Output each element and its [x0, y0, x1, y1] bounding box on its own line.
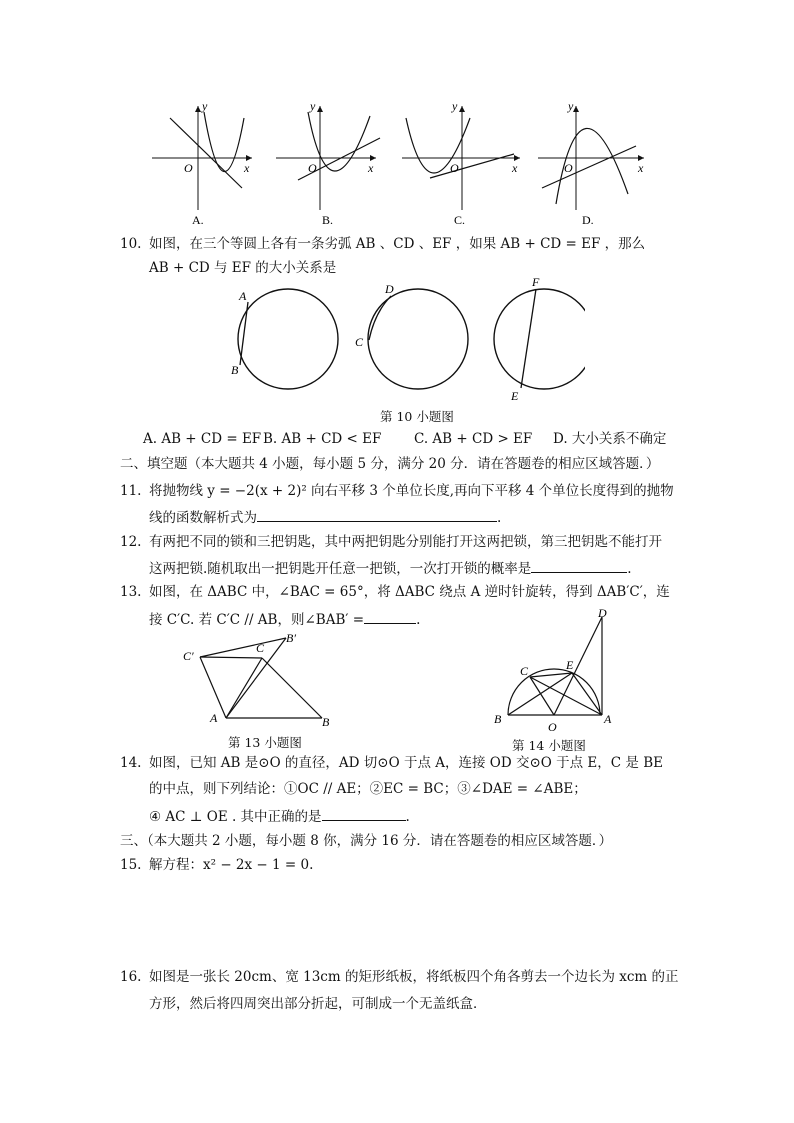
q10-line2: AB + CD 与 EF 的大小关系是	[149, 260, 337, 276]
graph-c-x-label: x	[512, 161, 518, 175]
q14-label-o: O	[548, 720, 557, 734]
q14-line1: 如图，已知 AB 是⊙O 的直径，AD 切⊙O 于点 A，连接 OD 交⊙O 于点 E，C 是 BE	[149, 755, 663, 771]
q14-label-a: A	[604, 712, 612, 726]
q10-number: 10.	[120, 236, 142, 252]
graph-d-y-label: y	[568, 99, 574, 113]
q13-figure	[180, 630, 340, 730]
q12-line2-end: .	[627, 561, 632, 577]
q10-label-d: D	[385, 282, 394, 296]
section2-heading: 二、填空题（本大题共 4 小题，每小题 5 分，满分 20 分．请在答题卷的相应区域答题．）	[120, 456, 660, 472]
graph-c	[402, 99, 520, 227]
graph-d-label: D.	[582, 213, 594, 227]
q16-number: 16.	[120, 969, 142, 985]
q10-caption: 第 10 小题图	[380, 409, 454, 424]
graph-a-y-label: y	[202, 99, 208, 113]
q10-label-e: E	[511, 389, 519, 403]
graph-c-y-label: y	[452, 99, 458, 113]
q15-number: 15.	[120, 857, 142, 873]
q13-caption: 第 13 小题图	[228, 735, 302, 750]
q10-label-f: F	[532, 275, 540, 289]
q13-label-c-prime: C′	[183, 649, 194, 663]
q14-line3-end: .	[405, 809, 410, 825]
graph-a-x-label: x	[244, 161, 250, 175]
q12-line1: 有两把不同的锁和三把钥匙，其中两把钥匙分别能打开这两把锁，第三把钥匙不能打开	[149, 534, 662, 550]
q11-line1: 将抛物线 y = −2(x + 2)² 向右平移 3 个单位长度,再向下平移 4 个单位长度得到的抛物	[149, 483, 674, 499]
graph-a-origin: O	[184, 161, 193, 175]
q11-number: 11.	[120, 483, 142, 499]
q11-line2-end: .	[497, 510, 502, 526]
q10-option-b: B. AB + CD < EF	[263, 431, 382, 447]
q12-line2	[149, 558, 632, 578]
q13-label-a: A	[210, 711, 218, 725]
q12-answer-blank[interactable]	[531, 558, 627, 573]
q10-label-a: A	[239, 289, 247, 303]
q13-line2-text: 接 C′C. 若 C′C // AB，则∠BAB′ =	[149, 612, 365, 628]
q10-label-b: B	[231, 363, 239, 377]
graph-a	[152, 99, 252, 227]
q14-line2: 的中点，则下列结论：①OC // AE；②EC = BC；③∠DAE = ∠ABE；	[149, 781, 587, 797]
q13-label-b-prime: B′	[286, 631, 296, 645]
q10-option-d: D. 大小关系不确定	[553, 431, 667, 447]
graph-b-origin: O	[308, 161, 317, 175]
q11-line2-text: 线的函数解析式为	[149, 510, 257, 526]
q10-option-a: A. AB + CD = EF	[143, 431, 262, 447]
q10-label-c: C	[355, 335, 364, 349]
q11-answer-blank[interactable]	[257, 507, 497, 522]
q16-line1: 如图是一张长 20cm、宽 13cm 的矩形纸板，将纸板四个角各剪去一个边长为 xcm 的正	[149, 969, 679, 985]
q10-line1: 如图，在三个等圆上各有一条劣弧 AB 、CD 、EF ，如果 AB + CD = EF ，那么	[149, 236, 646, 252]
q13-label-c: C	[256, 641, 265, 655]
q13-answer-blank[interactable]	[364, 609, 416, 624]
q10-option-c: C. AB + CD > EF	[414, 431, 533, 447]
graph-d-x-label: x	[638, 161, 644, 175]
q14-figure	[490, 605, 625, 737]
graph-b-x-label: x	[368, 161, 374, 175]
q12-number: 12.	[120, 534, 142, 550]
graph-b-y-label: y	[310, 99, 316, 113]
graph-d	[538, 99, 644, 227]
q16-line2: 方形，然后将四周突出部分折起，可制成一个无盖纸盒．	[149, 996, 487, 1012]
q14-label-c: C	[520, 664, 529, 678]
graph-a-label: A.	[192, 213, 204, 227]
graph-d-origin: O	[564, 161, 573, 175]
q9-graphs	[140, 98, 660, 233]
graph-c-origin: O	[450, 161, 459, 175]
q14-label-e: E	[566, 658, 574, 672]
q13-label-b: B	[322, 715, 330, 729]
section3-heading: 三、（本大题共 2 小题，每小题 8 你，满分 16 分．请在答题卷的相应区域答题．）	[120, 833, 613, 849]
q14-number: 14.	[120, 755, 142, 771]
q14-line3	[149, 806, 410, 826]
q13-line2-end: .	[416, 612, 421, 628]
q14-label-d: D	[598, 606, 607, 620]
q13-line2	[149, 609, 420, 629]
graph-c-label: C.	[454, 213, 466, 227]
q13-line1: 如图，在 ΔABC 中，∠BAC = 65°，将 ΔABC 绕点 A 逆时针旋转，得到 ΔAB′C′，连	[149, 584, 670, 600]
q10-figure	[225, 272, 585, 407]
q12-line2-text: 这两把锁.随机取出一把钥匙开任意一把锁，一次打开锁的概率是	[149, 561, 532, 577]
q14-label-b: B	[494, 712, 502, 726]
graph-b-label: B.	[322, 213, 334, 227]
q15-text: 解方程：x² − 2x − 1 = 0.	[149, 857, 314, 873]
q14-caption: 第 14 小题图	[512, 738, 586, 753]
q14-answer-blank[interactable]	[322, 806, 406, 821]
q13-number: 13.	[120, 584, 142, 600]
q14-line3-text: ④ AC ⊥ OE . 其中正确的是	[149, 809, 322, 825]
graph-b	[276, 99, 380, 227]
q11-line2	[149, 507, 501, 527]
